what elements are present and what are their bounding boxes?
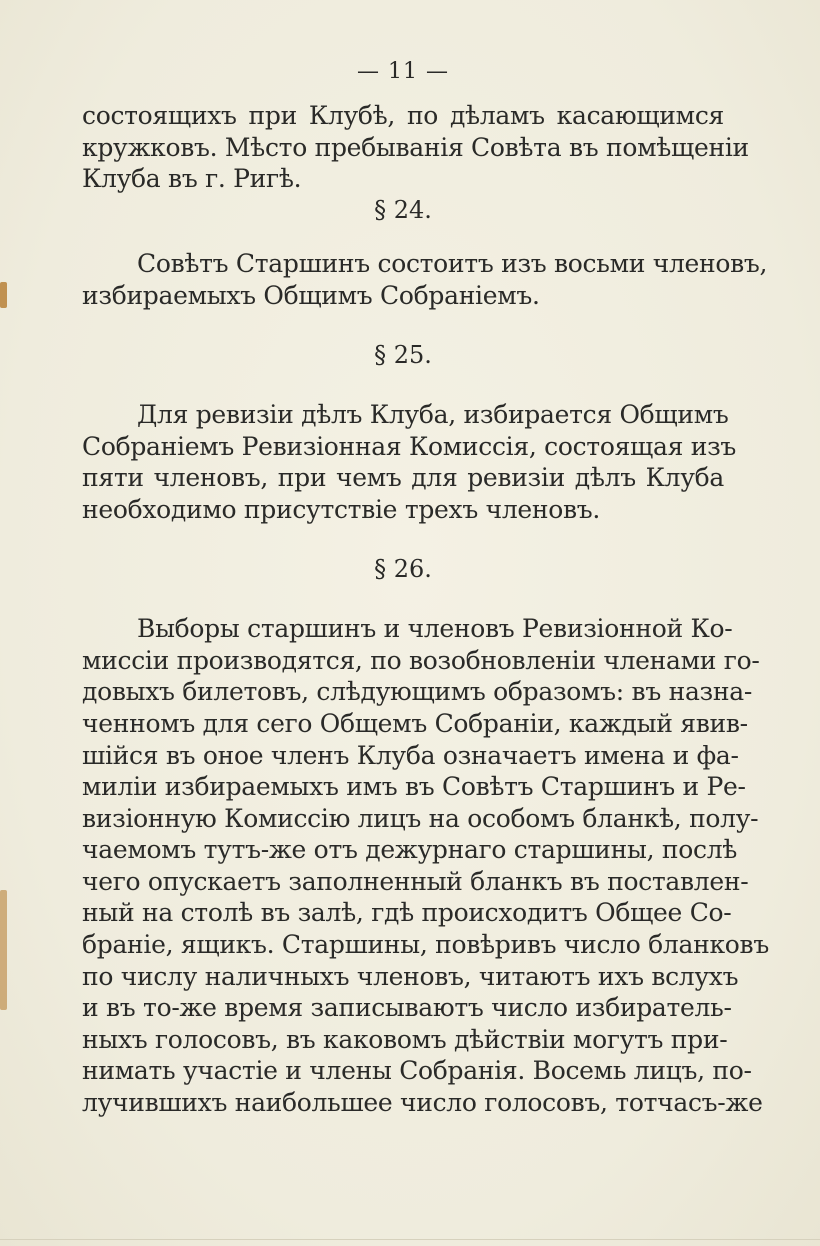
text-line: ныхъ голосовъ, въ каковомъ дѣйствіи могутъ при- bbox=[82, 1024, 728, 1054]
paragraph-26 bbox=[82, 613, 769, 1119]
text-line: Для ревизіи дѣлъ Клуба, избирается Общимъ bbox=[137, 400, 729, 430]
paragraph-25 bbox=[82, 399, 737, 525]
text-line: Совѣтъ Старшинъ состоитъ изъ восьми членовъ, bbox=[137, 249, 768, 279]
page-number: — 11 — bbox=[357, 59, 449, 84]
text-line: чаемомъ тутъ-же отъ дежурнаго старшины, послѣ bbox=[82, 835, 738, 865]
text-column bbox=[82, 52, 769, 1119]
text-line: лучившихъ наибольшее число голосовъ, тотчасъ-же bbox=[82, 1088, 763, 1118]
text-line: визіонную Комиссію лицъ на особомъ бланкѣ, полу- bbox=[82, 803, 759, 833]
text-line: шійся въ оное членъ Клуба означаетъ имена и фа- bbox=[82, 740, 739, 770]
text-line: ченномъ для сего Общемъ Собраніи, каждый явив- bbox=[82, 708, 748, 738]
page-edge-stain bbox=[0, 890, 7, 1010]
text-line: Выборы старшинъ и членовъ Ревизіонной Ко- bbox=[137, 614, 733, 644]
page-edge-stain bbox=[0, 282, 7, 308]
text-line: чего опускаетъ заполненный бланкъ въ поставлен- bbox=[82, 866, 749, 896]
section-heading-26: § 26. bbox=[374, 554, 432, 583]
text-line: нимать участіе и члены Собранія. Восемь лицъ, по- bbox=[82, 1056, 752, 1086]
page-bottom-edge bbox=[0, 1239, 820, 1240]
text-line: браніе, ящикъ. Старшины, повѣривъ число бланковъ bbox=[82, 930, 769, 960]
text-line: ный на столѣ въ залѣ, гдѣ происходитъ Общее Со- bbox=[82, 898, 732, 928]
paragraph-24 bbox=[82, 248, 768, 311]
text-line: избираемыхъ Общимъ Собраніемъ. bbox=[82, 280, 540, 310]
text-line: и въ то-же время записываютъ число избиратель- bbox=[82, 993, 732, 1023]
section-heading-24: § 24. bbox=[374, 195, 432, 224]
text-line: довыхъ билетовъ, слѣдующимъ образомъ: въ назна- bbox=[82, 677, 753, 707]
text-line: Клуба въ г. Ригѣ. bbox=[82, 164, 302, 194]
text-line: миссіи производятся, по возобновленіи членами го- bbox=[82, 645, 760, 675]
text-line: по числу наличныхъ членовъ, читаютъ ихъ вслухъ bbox=[82, 961, 739, 991]
text-line: необходимо присутствіе трехъ членовъ. bbox=[82, 494, 601, 524]
text-line: пяти членовъ, при чемъ для ревизіи дѣлъ Клуба bbox=[82, 463, 724, 493]
text-line: кружковъ. Мѣсто пребыванія Совѣта въ помѣщеніи bbox=[82, 132, 749, 162]
intro-paragraph bbox=[82, 100, 749, 195]
text-line: состоящихъ при Клубѣ, по дѣламъ касающимся bbox=[82, 101, 724, 130]
text-line: Собраніемъ Ревизіонная Комиссія, состоящая изъ bbox=[82, 431, 737, 461]
text-line: миліи избираемыхъ имъ въ Совѣтъ Старшинъ и Ре- bbox=[82, 772, 746, 802]
section-heading-25: § 25. bbox=[374, 340, 432, 369]
